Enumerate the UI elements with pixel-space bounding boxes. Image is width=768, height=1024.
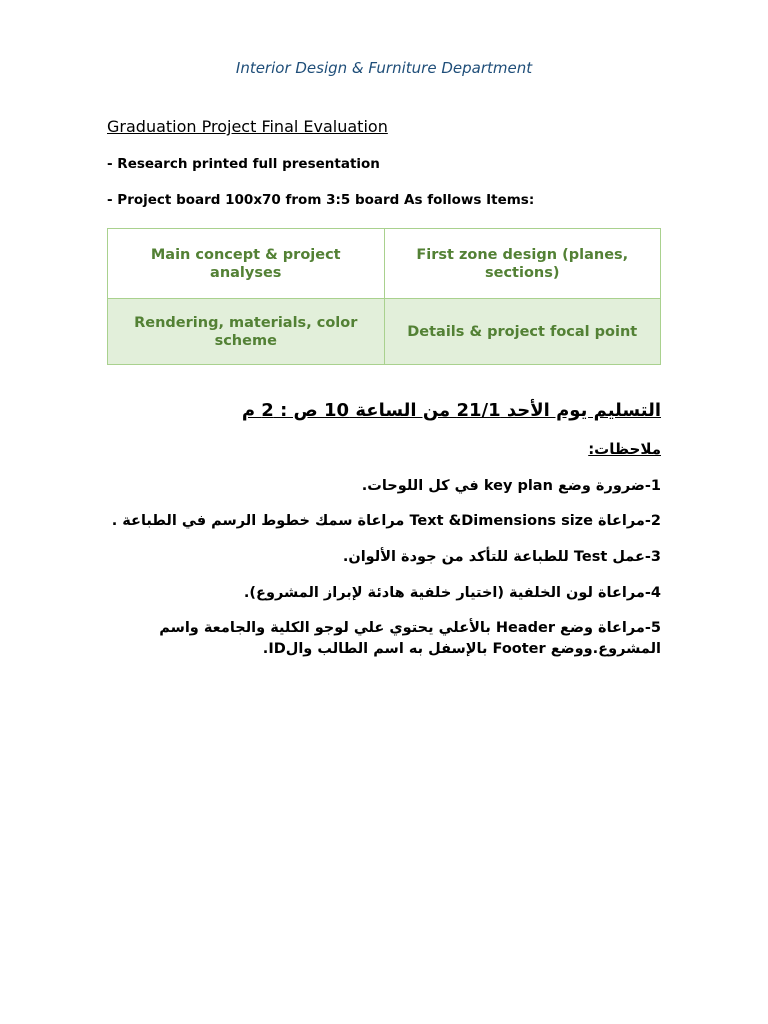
table-cell-first-zone: First zone design (planes, sections) (384, 229, 661, 299)
table-row (108, 299, 661, 365)
delivery-date: التسليم يوم الأحد 21/1 من الساعة 10 ص : 2 م (241, 400, 661, 421)
table-cell-rendering: Rendering, materials, color scheme (108, 299, 385, 365)
board-items-table (107, 228, 661, 365)
department-header: Interior Design & Furniture Department (235, 59, 533, 77)
page-title: Graduation Project Final Evaluation (107, 117, 388, 136)
note-item: 3-عمل Test للطباعة للتأكد من جودة الألوان. (342, 549, 661, 565)
note-item: 5-مراعاة وضع Header بالأعلي يحتوي علي لوجو الكلية والجامعة واسم المشروع.ووضع Footer بالإسفل به اسم الطالب والID. (159, 620, 661, 657)
bullet-project-board: - Project board 100x70 from 3:5 board As follows Items: (107, 192, 535, 208)
bullet-research: - Research printed full presentation (107, 156, 380, 172)
table-cell-details: Details & project focal point (384, 299, 661, 365)
notes-heading: ملاحظات: (588, 440, 661, 458)
table-row (108, 229, 661, 299)
table-cell-main-concept: Main concept & project analyses (108, 229, 385, 299)
note-item: 4-مراعاة لون الخلفية (اختيار خلفية هادئة لإبراز المشروع). (243, 585, 661, 601)
note-item: 2-مراعاة Text &Dimensions size مراعاة سمك خطوط الرسم في الطباعة . (111, 513, 661, 529)
note-item: 1-ضرورة وضع key plan في كل اللوحات. (361, 478, 661, 494)
